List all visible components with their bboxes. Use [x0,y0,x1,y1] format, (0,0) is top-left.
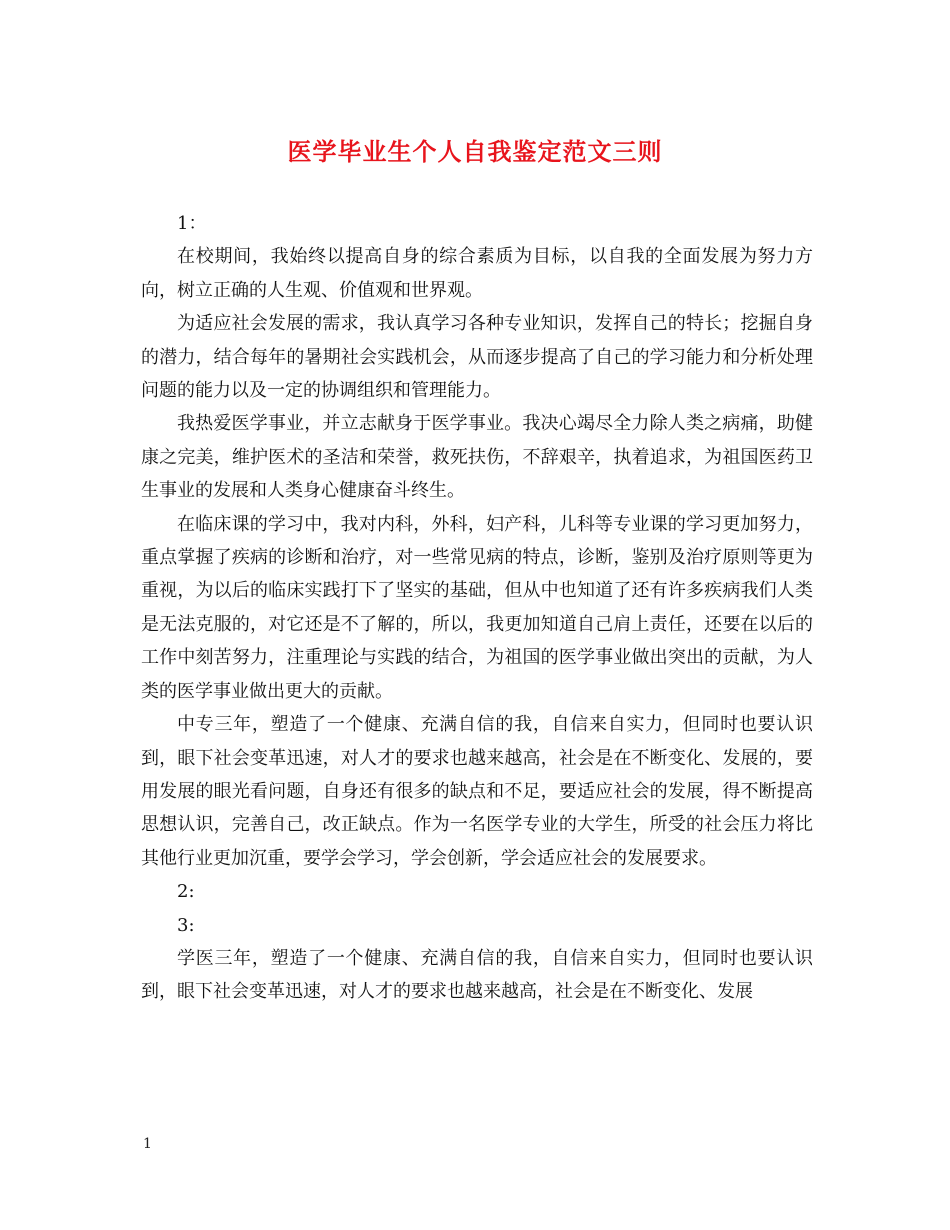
paragraph-9: 学医三年，塑造了一个健康、充满自信的我，自信来自实力，但同时也要认识到，眼下社会变革迅速，对人才的要求也越来越高，社会是在不断变化、发展 [141,947,813,1003]
document-body [141,207,813,1009]
paragraph-4: 我热爱医学事业，并立志献身于医学事业。我决心竭尽全力除人类之病痛，助健康之完美，维护医术的圣洁和荣誉，救死扶伤，不辞艰辛，执着追求，为祖国医药卫生事业的发展和人类身心健康奋斗终生。 [141,413,813,502]
paragraph-2: 在校期间，我始终以提高自身的综合素质为目标，以自我的全面发展为努力方向，树立正确的人生观、价值观和世界观。 [141,246,813,301]
paragraph-1: 1： [177,213,207,234]
document-title: 医学毕业生个人自我鉴定范文三则 [287,137,663,166]
paragraph-6: 中专三年，塑造了一个健康、充满自信的我，自信来自实力，但同时也要认识到，眼下社会变革迅速，对人才的要求也越来越高，社会是在不断变化、发展的，要用发展的眼光看问题，自身还有很多的缺点和不足，要适应社会的发展，得不断提高思想认识，完善自己，改正缺点。作为一名医学专业的大学生，所受的社会压力将比其他行业更加沉重，要学会学习，学会创新，学会适应社会的发展要求。 [141,714,813,869]
page-number: 1 [143,1136,152,1152]
paragraph-7: 2: [177,881,195,903]
paragraph-3: 为适应社会发展的需求，我认真学习各种专业知识，发挥自己的特长；挖掘自身的潜力，结合每年的暑期社会实践机会，从而逐步提高了自己的学习能力和分析处理问题的能力以及一定的协调组织和管理能力。 [141,313,813,402]
paragraph-5: 在临床课的学习中，我对内科，外科，妇产科，儿科等专业课的学习更加努力，重点掌握了疾病的诊断和治疗，对一些常见病的特点，诊断，鉴别及治疗原则等更为重视，为以后的临床实践打下了坚实的基础，但从中也知道了还有许多疾病我们人类是无法克服的，对它还是不了解的，所以，我更加知道自己肩上责任，还要在以后的工作中刻苦努力，注重理论与实践的结合，为祖国的医学事业做出突出的贡献，为人类的医学事业做出更大的贡献。 [141,513,813,702]
paragraph-8: 3: [177,914,195,936]
